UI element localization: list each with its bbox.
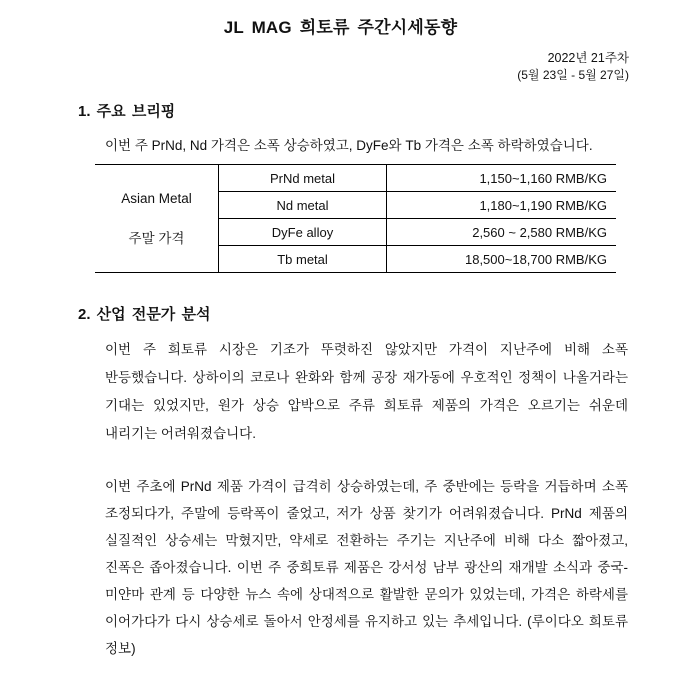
briefing-text: 이번 주 PrNd, Nd 가격은 소폭 상승하였고, DyFe와 Tb 가격은 소폭 하락하였습니다. bbox=[105, 138, 593, 153]
date-block bbox=[0, 50, 681, 84]
price-table bbox=[95, 164, 616, 273]
analysis-paragraph-1: 이번 주 희토류 시장은 기조가 뚜렷하진 않았지만 가격이 지난주에 비해 소폭 반등했습니다. 상하이의 코로나 완화와 함께 공장 재가동에 우호적인 정책이 나올거라는 기대는 있었지만, 원가 상승 압박으로 주류 희토류 제품의 가격은 오르기는 쉬운데 내리기는 어려워졌습니다. bbox=[105, 342, 628, 441]
price-source-sublabel: 주말 가격 bbox=[128, 230, 185, 246]
date-week: 2022년 21주차 bbox=[547, 51, 629, 65]
price-value-cell: 18,500~18,700 RMB/KG bbox=[387, 246, 617, 273]
product-name-cell: DyFe alloy bbox=[219, 219, 387, 246]
price-value-cell: 1,180~1,190 RMB/KG bbox=[387, 192, 617, 219]
table-row bbox=[95, 165, 616, 192]
price-source-name: Asian Metal bbox=[121, 190, 192, 206]
price-source-cell bbox=[95, 165, 219, 273]
section-briefing-heading: 1. 주요 브리핑 bbox=[78, 103, 176, 120]
section-analysis-heading: 2. 산업 전문가 분석 bbox=[78, 306, 211, 323]
product-name-cell: Tb metal bbox=[219, 246, 387, 273]
price-value-cell: 2,560 ~ 2,580 RMB/KG bbox=[387, 219, 617, 246]
date-range: (5월 23일 - 5월 27일) bbox=[517, 68, 629, 82]
document-title: JL MAG 희토류 주간시세동향 bbox=[223, 18, 458, 37]
product-name-cell: PrNd metal bbox=[219, 165, 387, 192]
price-value-cell: 1,150~1,160 RMB/KG bbox=[387, 165, 617, 192]
analysis-paragraph-2: 이번 주초에 PrNd 제품 가격이 급격히 상승하였는데, 주 중반에는 등락을 거듭하며 소폭 조정되다가, 주말에 등락폭이 줄었고, 저가 상품 찾기가 어려워졌습니다. PrNd 제품의 실질적인 상승세는 막혔지만, 약세로 전환하는 주기는 지난주에 비해 다소 짧아졌고, 진폭은 좁아졌습니다. 이번 주 중희토류 제품은 강서성 남부 광산의 재개발 소식과 중국-미얀마 관계 등 다양한 뉴스 속에 상대적으로 활발한 문의가 있었는데, 가격은 하락세를 이어가다가 다시 상승세로 돌아서 안정세를 유지하고 있는 추세입니다. (루이다오 희토류 정보) bbox=[105, 479, 628, 656]
product-name-cell: Nd metal bbox=[219, 192, 387, 219]
